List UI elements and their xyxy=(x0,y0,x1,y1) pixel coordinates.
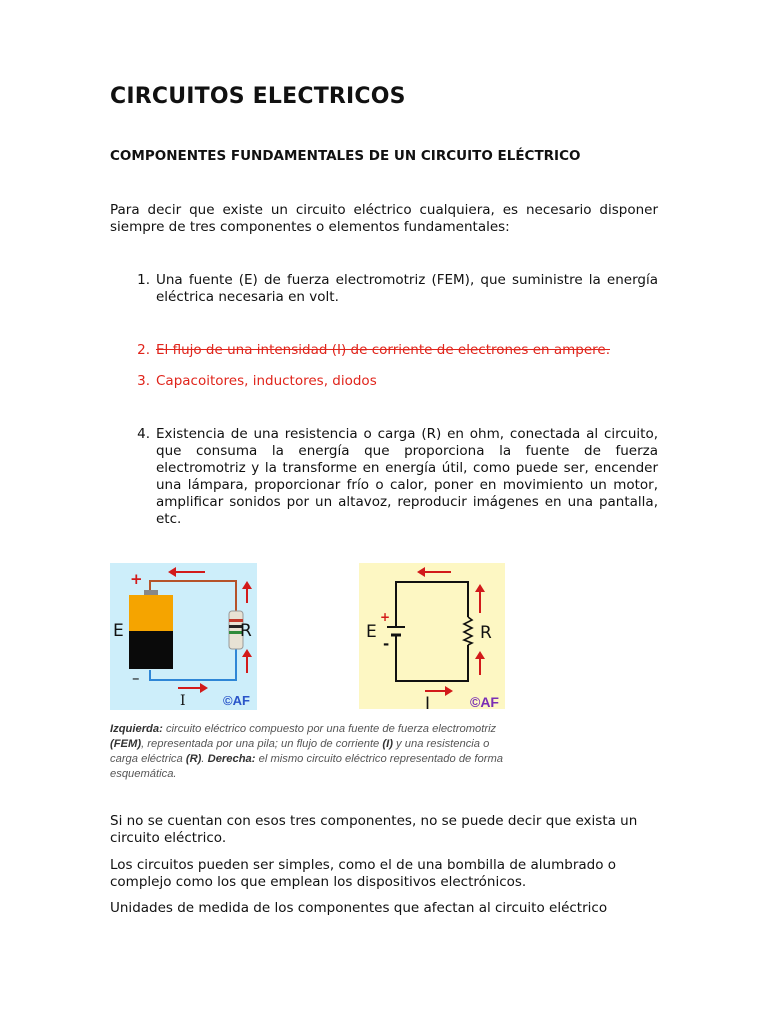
battery-terminal xyxy=(144,590,158,595)
caption-fem: (FEM) xyxy=(110,738,142,750)
minus-label: – xyxy=(132,669,140,687)
paragraph-3: Unidades de medida de los componentes que afectan al circuito eléctrico xyxy=(110,900,608,916)
list-item-2: El flujo de una intensidad (I) de corriente de electrones en ampere. xyxy=(156,342,610,358)
caption-r: (R) xyxy=(185,753,202,765)
minus-label: - xyxy=(383,635,390,653)
list-number-2: 2. xyxy=(137,342,150,358)
plus-label: + xyxy=(130,570,143,588)
r-label: R xyxy=(480,623,492,643)
paragraph-2: Los circuitos pueden ser simples, como el de una bombilla de alumbrado o complejo como los que emplean los dispositivos electrónicos. xyxy=(110,857,617,890)
copyright-label: ©AF xyxy=(223,693,250,708)
e-label: E xyxy=(113,621,124,641)
circuit-pictorial-figure xyxy=(110,563,257,710)
paragraph-1: Si no se cuentan con esos tres componentes, no se puede decir que exista un circuito eléctrico. xyxy=(110,813,638,846)
list-item-3: Capacoitores, inductores, diodos xyxy=(156,373,377,389)
list-number-4: 4. xyxy=(137,426,150,442)
i-label: I xyxy=(425,694,431,709)
battery-top xyxy=(129,595,173,631)
caption-right-label: Derecha: xyxy=(207,753,256,765)
caption-left-label: Izquierda: xyxy=(110,723,163,735)
circuit-schematic-figure xyxy=(359,563,505,709)
list-item-4: Existencia de una resistencia o carga (R) en ohm, conectada al circuito, que consuma la energía que proporciona la fuente de fuerza electromotriz y la transforme en energía útil, como puede ser, encender una lámpara, proporcionar frío o calor, poner en movimiento un motor, amplificar sonidos por un altavoz, reproducir imágenes en una pantalla, etc. xyxy=(156,426,658,527)
caption-part-4: . xyxy=(201,753,208,765)
caption-part-5: el mismo circuito eléctrico representado de forma esquemática. xyxy=(110,753,503,780)
page-title: CIRCUITOS ELECTRICOS xyxy=(110,84,406,109)
caption-part-2: , representada por una pila; un flujo de corriente xyxy=(141,738,383,750)
battery-bottom xyxy=(129,631,173,669)
section-subtitle: COMPONENTES FUNDAMENTALES DE UN CIRCUITO ELÉCTRICO xyxy=(110,148,581,164)
intro-paragraph: Para decir que existe un circuito eléctrico cualquiera, es necesario disponer siempre de tres componentes o elementos fundamentales: xyxy=(110,202,658,235)
caption-part-1: circuito eléctrico compuesto por una fuente de fuerza electromotriz xyxy=(162,723,497,735)
list-item-1: Una fuente (E) de fuerza electromotriz (FEM), que suministre la energía eléctrica necesaria en volt. xyxy=(156,272,658,305)
i-label: I xyxy=(180,693,186,709)
list-number-3: 3. xyxy=(137,373,150,389)
e-label: E xyxy=(366,622,377,642)
caption-i: (I) xyxy=(382,738,393,750)
list-number-1: 1. xyxy=(137,272,150,288)
figure-caption xyxy=(110,722,506,782)
plus-label: + xyxy=(380,610,391,624)
caption-part-3: y una resistencia o carga eléctrica xyxy=(110,738,490,765)
copyright-label: ©AF xyxy=(470,694,499,709)
r-label: R xyxy=(240,621,252,641)
